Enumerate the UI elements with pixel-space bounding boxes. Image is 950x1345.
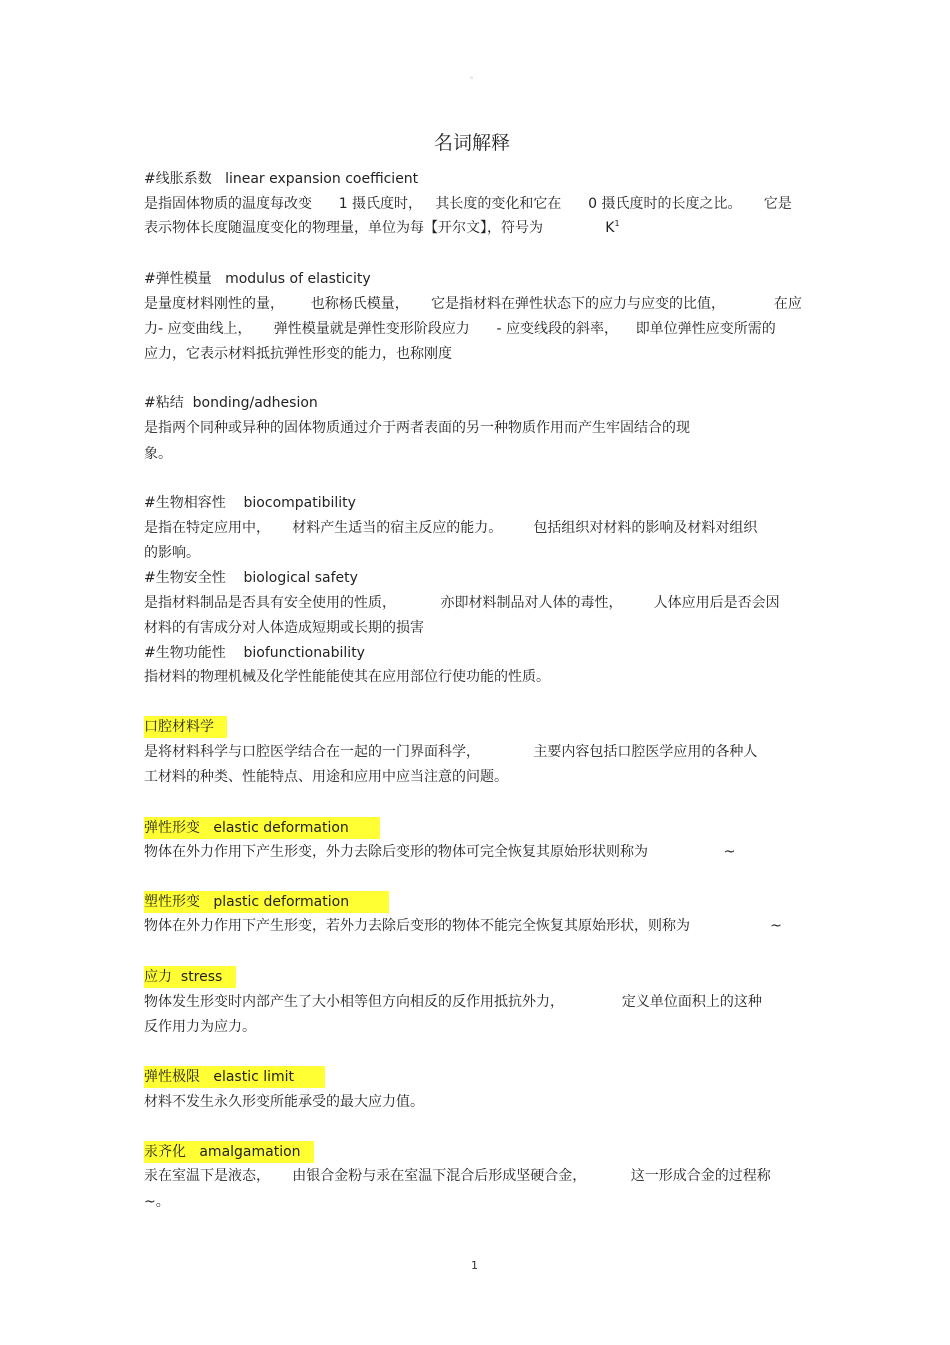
term-heading: #生物安全性 biological safety [144, 570, 358, 586]
term-heading [144, 968, 236, 988]
definition-line: 物体在外力作用下产生形变，若外力去除后变形的物体不能完全恢复其原始形状，则称为 ~ [144, 918, 782, 934]
definition-line: 物体发生形变时内部产生了大小相等但方向相反的反作用抵抗外力， 定义单位面积上的这种 [144, 994, 762, 1010]
header-dot: 。 [470, 71, 478, 80]
definition-line: 指材料的物理机械及化学性能能使其在应用部位行使功能的性质。 [144, 669, 550, 685]
highlighted-term: 塑性形变 plastic deformation [144, 891, 389, 913]
term-heading [144, 718, 227, 738]
definition-line: 是指材料制品是否具有安全使用的性质， 亦即材料制品对人体的毒性， 人体应用后是否会因 [144, 595, 780, 611]
definition-line: 是量度材料刚性的量， 也称杨氏模量， 它是指材料在弹性状态下的应力与应变的比值， 在应 [144, 296, 802, 312]
definition-line: 是指在特定应用中， 材料产生适当的宿主反应的能力。 包括组织对材料的影响及材料对组织 [144, 520, 758, 536]
definition-line: 材料的有害成分对人体造成短期或长期的损害 [144, 620, 424, 636]
highlighted-term: 弹性极限 elastic limit [144, 1066, 325, 1088]
highlighted-term: 应力 stress [144, 966, 236, 988]
definition-text: 表示物体长度随温度变化的物理量，单位为每【开尔文】，符号为 K [144, 220, 615, 236]
definition-line: 物体在外力作用下产生形变，外力去除后变形的物体可完全恢复其原始形状则称为 ~ [144, 844, 736, 860]
page-number: 1 [471, 1259, 478, 1272]
term-heading [144, 819, 380, 839]
highlighted-term: 弹性形变 elastic deformation [144, 817, 380, 839]
definition-line: 反作用力为应力。 [144, 1019, 256, 1035]
superscript: 1 [614, 219, 620, 228]
definition-line: 材料不发生永久形变所能承受的最大应力值。 [144, 1094, 424, 1110]
definition-line: 是将材料科学与口腔医学结合在一起的一门界面科学， 主要内容包括口腔医学应用的各种人 [144, 744, 758, 760]
term-heading [144, 1143, 314, 1163]
term-heading: #生物功能性 biofunctionability [144, 645, 365, 661]
definition-line: 应力，它表示材料抵抗弹性形变的能力，也称刚度 [144, 346, 452, 362]
term-heading: #生物相容性 biocompatibility [144, 495, 356, 511]
definition-line: 象。 [144, 446, 172, 462]
term-heading: #线胀系数 linear expansion coefficient [144, 171, 419, 187]
term-heading: #弹性模量 modulus of elasticity [144, 271, 371, 287]
term-heading [144, 893, 389, 913]
definition-line: 是指固体物质的温度每改变 1 摄氏度时， 其长度的变化和它在 0 摄氏度时的长度之比。 它是 [144, 196, 792, 212]
definition-line: 的影响。 [144, 545, 200, 561]
term-heading [144, 1068, 325, 1088]
definition-line: 汞在室温下是液态， 由银合金粉与汞在室温下混合后形成坚硬合金， 这一形成合金的过程称 [144, 1168, 771, 1184]
definition-line: 力- 应变曲线上， 弹性模量就是弹性变形阶段应力 - 应变线段的斜率， 即单位弹性应变所需的 [144, 321, 776, 337]
definition-line: 是指两个同种或异种的固体物质通过介于两者表面的另一种物质作用而产生牢固结合的现 [144, 420, 690, 436]
highlighted-term: 口腔材料学 [144, 716, 227, 738]
highlighted-term: 汞齐化 amalgamation [144, 1141, 314, 1163]
definition-line: ~。 [144, 1194, 170, 1210]
definition-line: 工材料的种类、性能特点、用途和应用中应当注意的问题。 [144, 769, 508, 785]
definition-line [144, 219, 620, 237]
page-title: 名词解释 [433, 132, 510, 154]
term-heading: #粘结 bonding/adhesion [144, 395, 318, 411]
